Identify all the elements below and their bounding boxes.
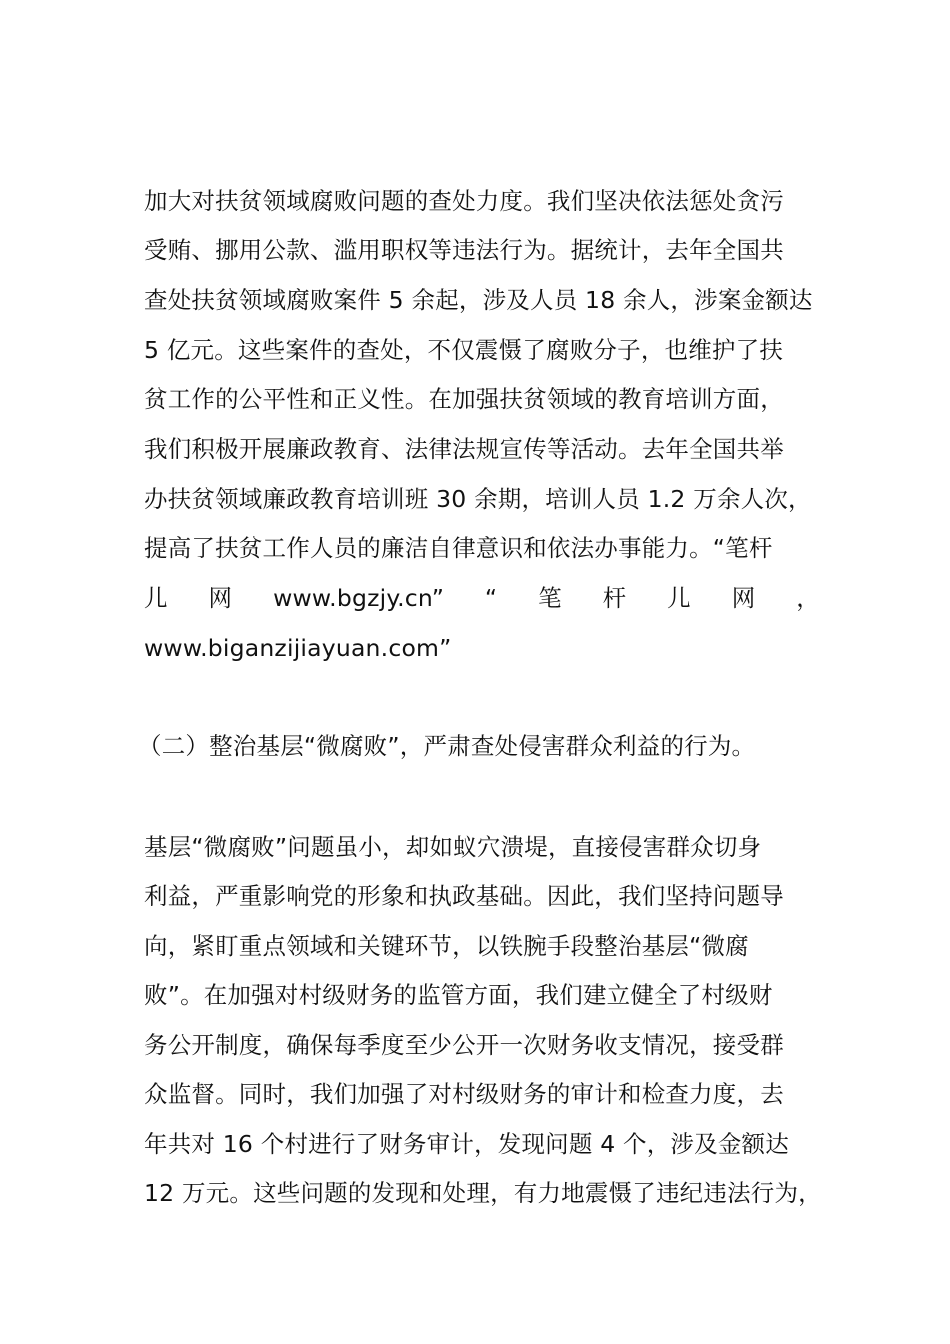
paragraph-2-line-8: 12 万元。这些问题的发现和处理，有力地震慑了违纪违法行为， (144, 1179, 822, 1207)
paragraph-2-line-3: 向，紧盯重点领域和关键环节，以铁腕手段整治基层“微腐 (144, 932, 749, 960)
paragraph-2-line-7: 年共对 16 个村进行了财务审计，发现问题 4 个，涉及金额达 (144, 1130, 789, 1158)
section-heading: （二）整治基层“微腐败”，严肃查处侵害群众利益的行为。 (138, 732, 756, 760)
paragraph-1-line-2: 受贿、挪用公款、滥用职权等违法行为。据统计，去年全国共 (144, 236, 784, 264)
paragraph-1-line-7: 办扶贫领域廉政教育培训班 30 余期，培训人员 1.2 万余人次， (144, 485, 812, 513)
paragraph-2-line-5: 务公开制度，确保每季度至少公开一次财务收支情况，接受群 (144, 1031, 784, 1059)
paragraph-2-line-4: 败”。在加强对村级财务的监管方面，我们建立健全了村级财 (144, 981, 773, 1009)
spread-token-2: 网 (208, 584, 233, 612)
paragraph-1-line-10: www.biganzijiayuan.com” (144, 634, 452, 662)
spread-token-1: 儿 (144, 584, 168, 612)
paragraph-1-line-8: 提高了扶贫工作人员的廉洁自律意识和依法办事能力。“笔杆 (144, 534, 773, 562)
spread-token-3: www.bgzjy.cn” (273, 584, 445, 612)
paragraph-1-line-1: 加大对扶贫领域腐败问题的查处力度。我们坚决依法惩处贪污 (144, 187, 784, 215)
spread-token-6: 杆 (602, 584, 627, 612)
paragraph-1-line-4: 5 亿元。这些案件的查处，不仅震慑了腐败分子，也维护了扶 (144, 336, 784, 364)
paragraph-1-line-9 (144, 583, 820, 613)
paragraph-1-line-3: 查处扶贫领域腐败案件 5 余起，涉及人员 18 余人，涉案金额达 (144, 286, 813, 314)
paragraph-2-line-6: 众监督。同时，我们加强了对村级财务的审计和检查力度，去 (144, 1080, 784, 1108)
paragraph-1-line-5: 贫工作的公平性和正义性。在加强扶贫领域的教育培训方面， (144, 385, 784, 413)
paragraph-1-line-6: 我们积极开展廉政教育、法律法规宣传等活动。去年全国共举 (144, 435, 784, 463)
spread-token-5: 笔 (538, 584, 562, 612)
paragraph-2-line-2: 利益，严重影响党的形象和执政基础。因此，我们坚持问题导 (144, 882, 784, 910)
spread-token-4: “ (484, 584, 498, 612)
spread-token-7: 儿 (667, 584, 691, 612)
spread-token-8: 网 (731, 584, 756, 612)
paragraph-2-line-1: 基层“微腐败”问题虽小，却如蚁穴溃堤，直接侵害群众切身 (144, 833, 762, 861)
spread-token-9: ， (796, 584, 820, 612)
